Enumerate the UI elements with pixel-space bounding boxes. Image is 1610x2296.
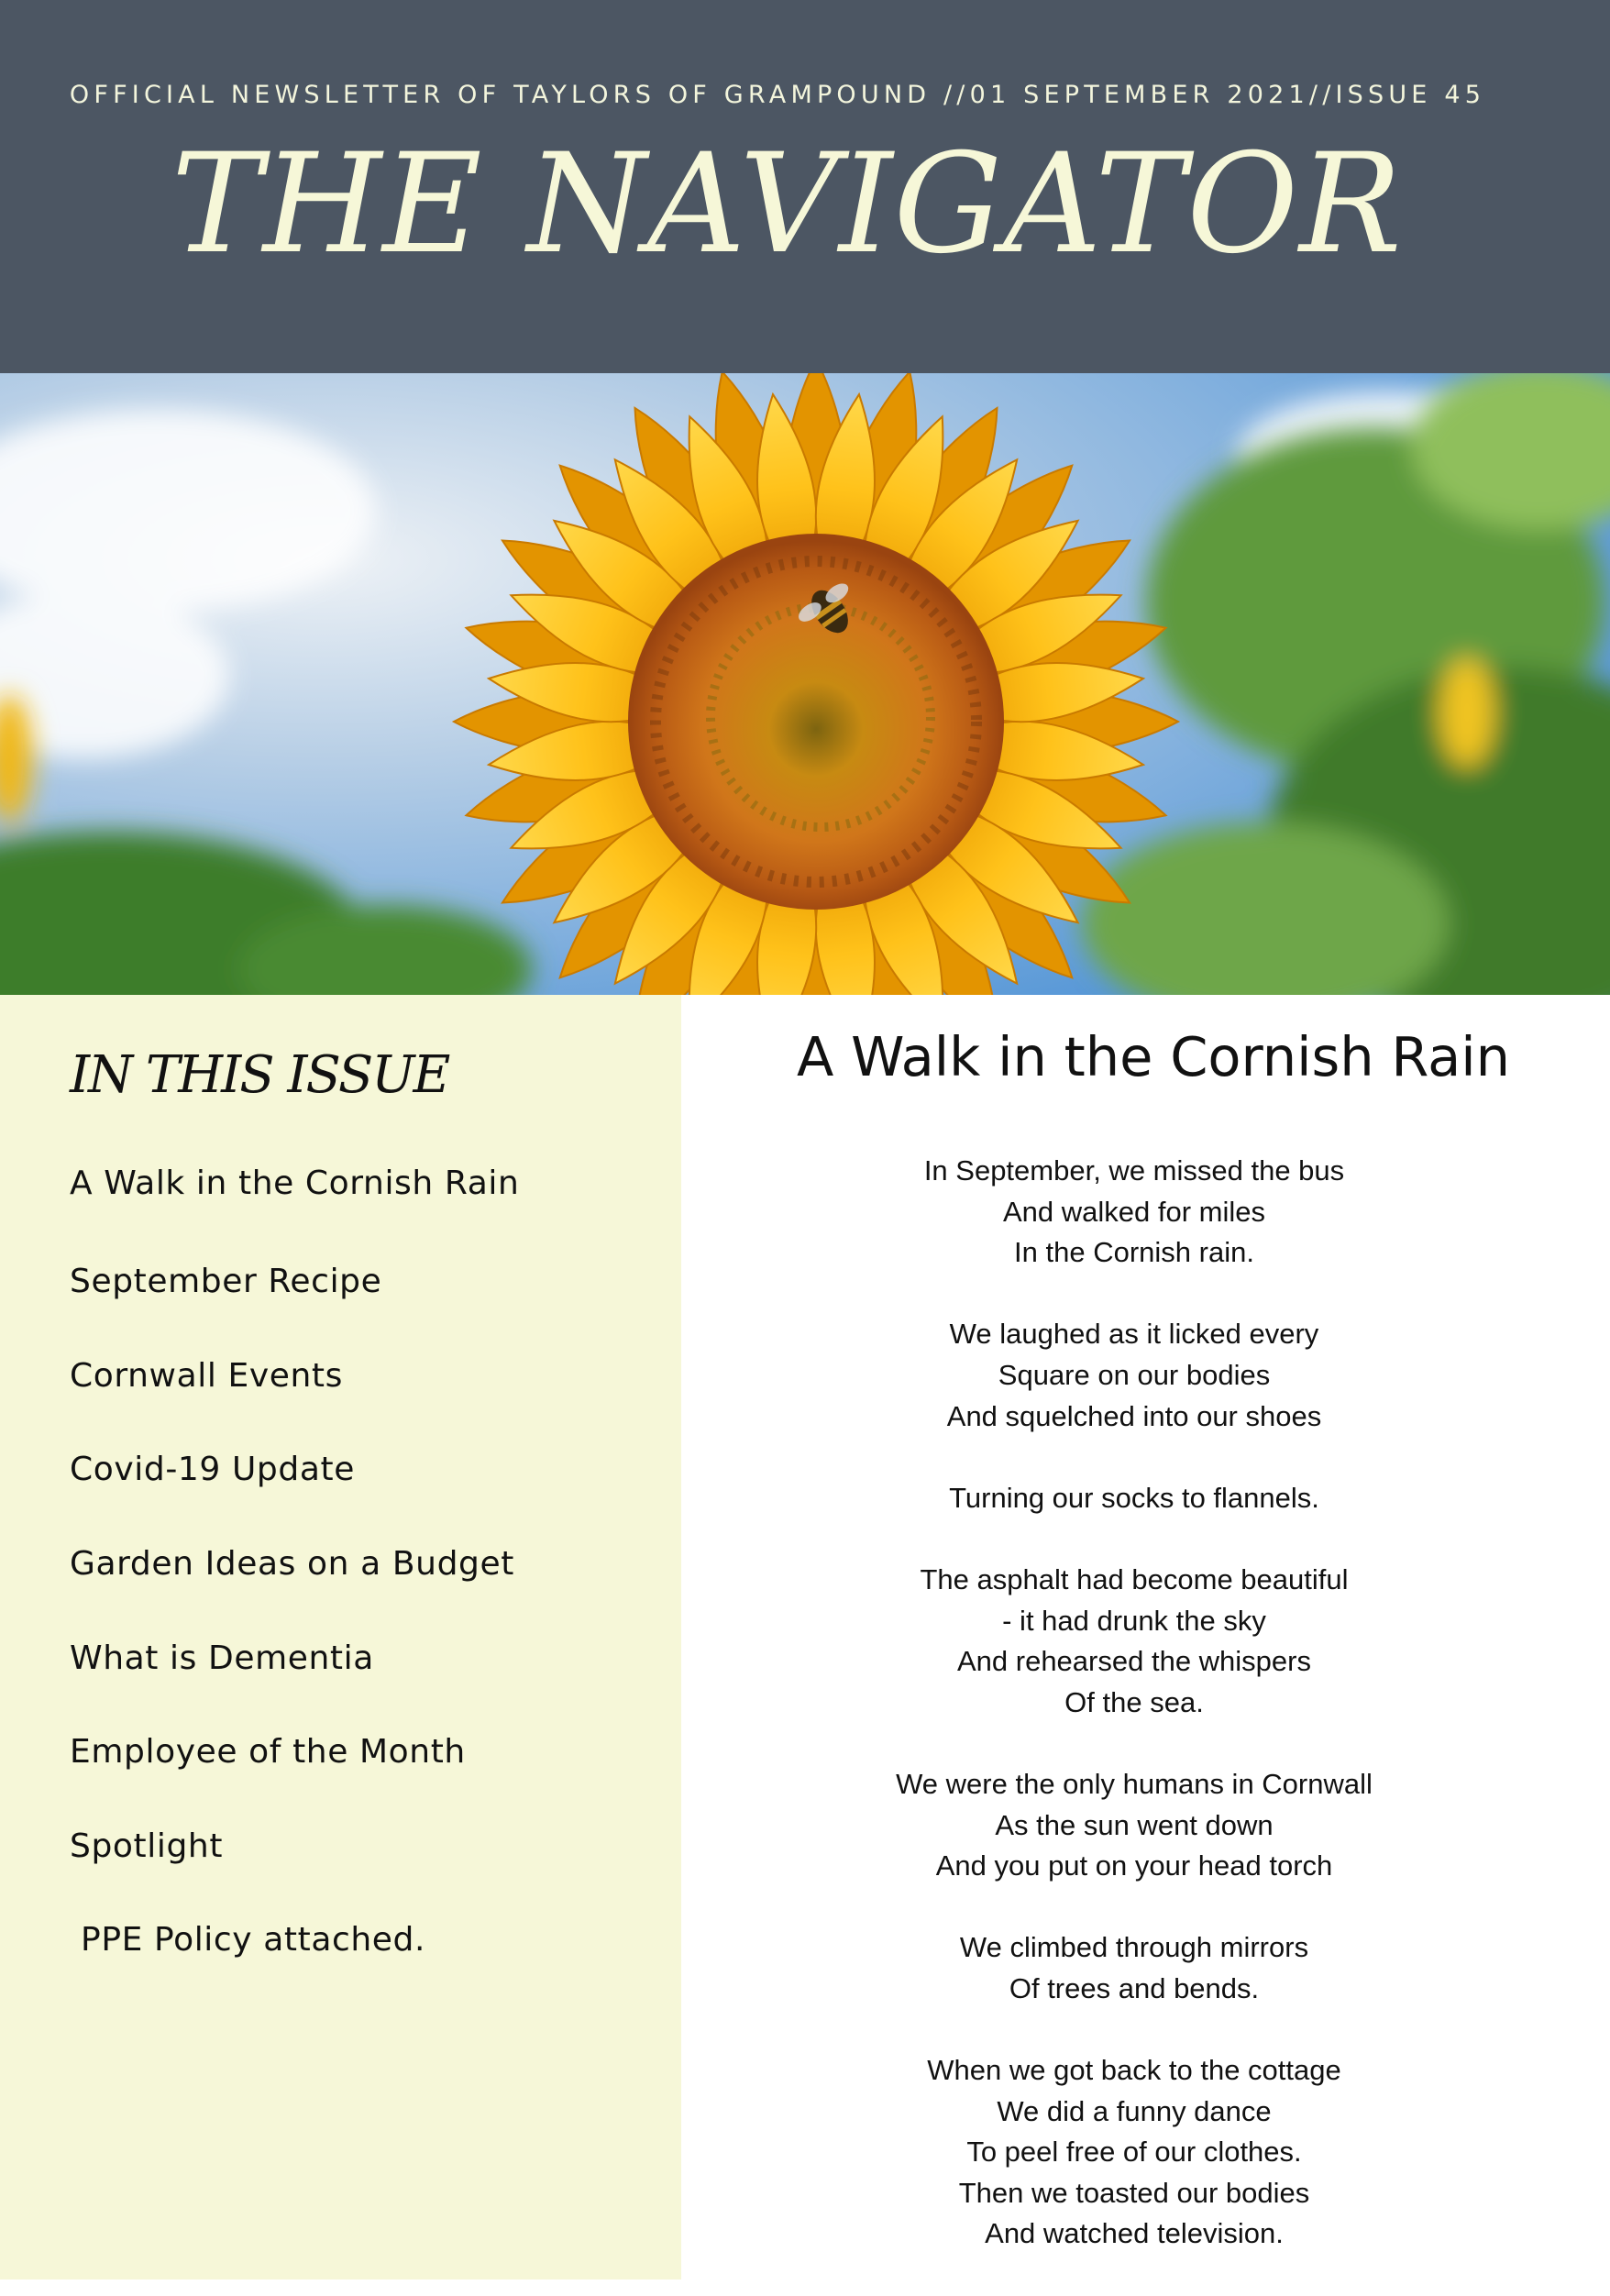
poem-stanza <box>859 1151 1409 1274</box>
poem-line: Of the sea. <box>1064 1685 1204 1718</box>
poem-stanza <box>859 1927 1409 2009</box>
contents-item: A Walk in the Cornish Rain <box>70 1165 520 1202</box>
poem-line: - it had drunk the sky <box>1002 1604 1266 1637</box>
sunflower-disc <box>628 534 1004 910</box>
contents-item: Covid-19 Update <box>70 1451 355 1488</box>
newsletter-kicker: OFFICIAL NEWSLETTER OF TAYLORS OF GRAMPOUND //01 SEPTEMBER 2021//ISSUE 45 <box>69 81 1486 109</box>
contents-item: Cornwall Events <box>70 1357 343 1395</box>
contents-item: PPE Policy attached. <box>70 1921 426 1959</box>
poem-line: Turning our socks to flannels. <box>949 1481 1319 1514</box>
contents-item: Garden Ideas on a Budget <box>70 1545 514 1583</box>
poem-stanza <box>859 1560 1409 1723</box>
poem-line: We laughed as it licked every <box>949 1318 1319 1351</box>
in-this-issue-heading: IN THIS ISSUE <box>70 1045 449 1105</box>
poem-line: In the Cornish rain. <box>1014 1236 1254 1269</box>
contents-item: Spotlight <box>70 1827 224 1865</box>
poem-line: Of trees and bends. <box>1009 1971 1260 2004</box>
poem-stanza <box>859 1764 1409 1887</box>
poem-line: And squelched into our shoes <box>946 1399 1322 1432</box>
poem-line: To peel free of our clothes. <box>966 2136 1302 2169</box>
poem-line: And walked for miles <box>1002 1195 1265 1228</box>
sunflower-photo <box>0 373 1610 995</box>
poem-line: And you put on your head torch <box>935 1849 1333 1882</box>
sunflower-illustration <box>0 373 1610 995</box>
poem-title: A Walk in the Cornish Rain <box>796 1025 1511 1088</box>
poem-stanza <box>859 1314 1409 1437</box>
poem-line: In September, we missed the bus <box>923 1154 1345 1187</box>
poem-line: The asphalt had become beautiful <box>920 1562 1349 1595</box>
poem-line: When we got back to the cottage <box>927 2054 1341 2087</box>
poem-line: We did a funny dance <box>997 2094 1272 2127</box>
masthead <box>0 0 1610 373</box>
poem-line: And rehearsed the whispers <box>956 1645 1311 1678</box>
poem-line: And watched television. <box>985 2217 1284 2250</box>
poem-stanza <box>859 1478 1409 1519</box>
contents-item: Employee of the Month <box>70 1733 466 1771</box>
poem-line: We climbed through mirrors <box>959 1931 1309 1964</box>
contents-item: September Recipe <box>70 1263 382 1300</box>
poem-body <box>859 1151 1409 2296</box>
contents-item: What is Dementia <box>70 1639 374 1677</box>
poem-stanza <box>859 2050 1409 2255</box>
poem-line: We were the only humans in Cornwall <box>896 1767 1373 1800</box>
poem-line: Then we toasted our bodies <box>958 2176 1310 2209</box>
poem-line: As the sun went down <box>995 1808 1274 1841</box>
newsletter-title: THE NAVIGATOR <box>171 125 1403 284</box>
poem-line: Square on our bodies <box>998 1358 1271 1391</box>
